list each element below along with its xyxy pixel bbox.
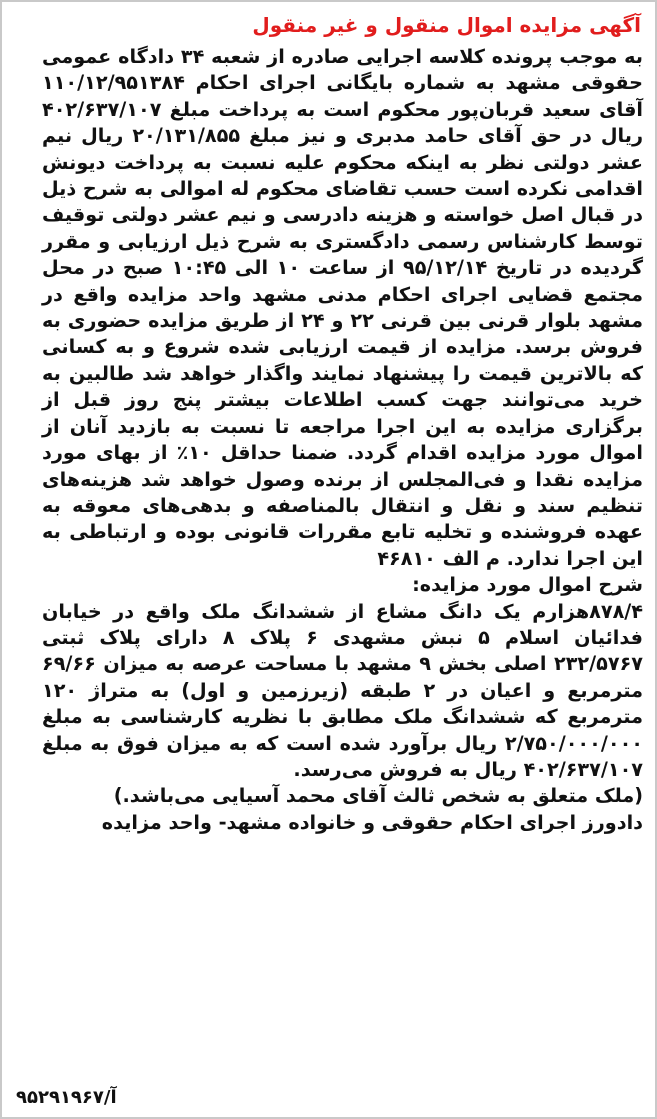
notice-body bbox=[42, 44, 643, 836]
ownership-note: (ملک متعلق به شخص ثالث آقای محمد آسیایی می‌باشد.) bbox=[113, 784, 643, 808]
items-heading: شرح اموال مورد مزایده: bbox=[412, 573, 643, 597]
notice-intro-paragraph: به موجب پرونده کلاسه اجرایی صادره از شعبه ۳۴ دادگاه عمومی حقوقی مشهد به شماره بایگانی اجرای احکام ۱۱۰/۱۲/۹۵۱۳۸۴ آقای سعید قربان‌پور محکوم است به پرداخت مبلغ ۴۰۲/۶۳۷/۱۰۷ ریال در حق آقای حامد مدبری و نیز مبلغ ۲۰/۱۳۱/۸۵۵ ریال نیم عشر دولتی نظر به اینکه محکوم علیه نسبت به پرداخت دیونش اقدامی نکرده است حسب تقاضای محکوم له اموالی به شرح ذیل در قبال اصل خواسته و هزینه دادرسی و نیم عشر دولتی توقیف توسط کارشناس رسمی دادگستری به شرح ذیل ارزیابی و مقرر گردیده در تاریخ ۹۵/۱۲/۱۴ از ساعت ۱۰ الی ۱۰:۴۵ صبح در محل مجتمع قضایی اجرای احکام مدنی مشهد واحد مزایده واقع در مشهد بلوار قرنی بین قرنی ۲۲ و ۲۴ از طریق مزایده حضوری به فروش برسد. مزایده از قیمت ارزیابی شده شروع و به کسانی که بالاترین قیمت را پیشنهاد نمایند واگذار خواهد شد طالبین به خرید می‌توانند جهت کسب اطلاعات بیشتر پنج روز قبل از برگزاری مزایده به این اجرا مراجعه تا نسبت به بازدید آنان از اموال مورد مزایده اقدام گردد. ضمنا حداقل ۱۰٪ از بهای مورد مزایده نقدا و فی‌المجلس از برنده وصول خواهد شد هزینه‌های تنظیم سند و نقل و انتقال بالمناصفه و بدهی‌های معوقه به عهده فروشنده و تخلیه تابع مقررات قانونی بوده و ارتباطی به این اجرا ندارد. م الف ۴۶۸۱۰ bbox=[42, 45, 644, 570]
notice-title: آگهی مزایده اموال منقول و غیر منقول bbox=[252, 13, 641, 37]
reference-code: آ/۹۵۲۹۱۹۶۷ bbox=[16, 1087, 117, 1108]
signature-line: دادورز اجرای احکام حقوقی و خانواده مشهد- واحد مزایده bbox=[101, 810, 643, 834]
item-description: ۸۷۸/۴هزارم یک دانگ مشاع از ششدانگ ملک واقع در خیابان فدائیان اسلام ۵ نبش مشهدی ۶ پلاک ۸ دارای پلاک ثبتی ۲۳۲/۵۷۶۷ اصلی بخش ۹ مشهد با مساحت عرصه به میزان ۶۹/۶۶ مترمربع و اعیان در ۲ طبقه (زیرزمین و اول) به متراژ ۱۲۰ مترمربع که ششدانگ ملک مطابق با نظریه کارشناسی به مبلغ ۲/۷۵۰/۰۰۰/۰۰۰ ریال برآورد شده است که به میزان فوق به مبلغ ۴۰۲/۶۳۷/۱۰۷ ریال به فروش می‌رسد. bbox=[42, 599, 643, 781]
